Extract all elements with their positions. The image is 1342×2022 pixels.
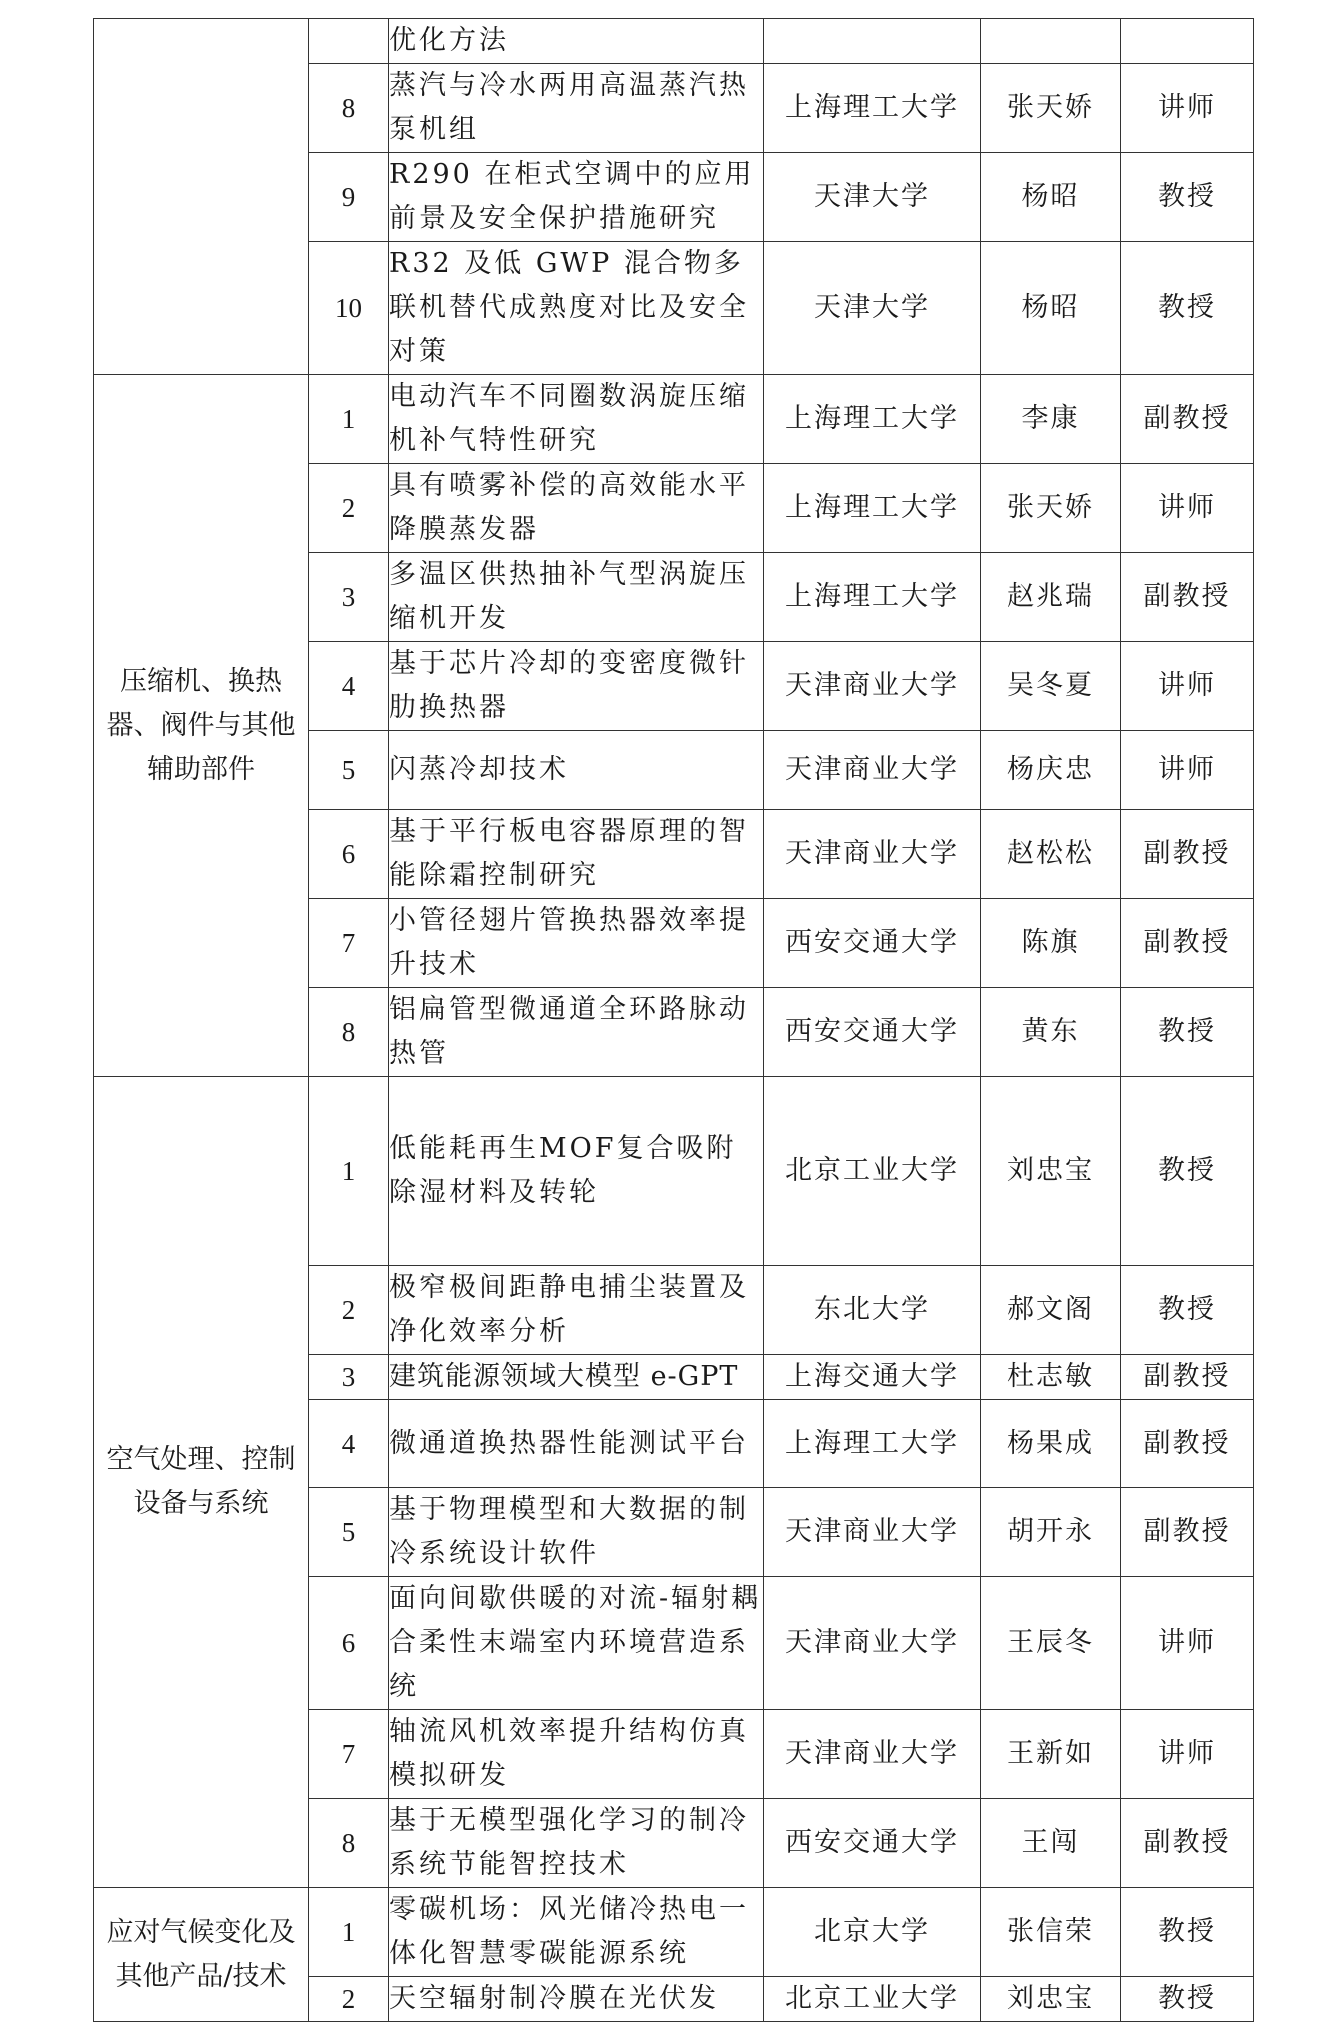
category-cell: 空气处理、控制设备与系统: [94, 1077, 309, 1888]
contact-person: 吴冬夏: [981, 642, 1121, 731]
institution: 天津商业大学: [764, 810, 981, 899]
academic-title: [1121, 19, 1254, 64]
row-number: 10: [309, 242, 389, 375]
institution: 天津商业大学: [764, 1577, 981, 1710]
project-name: 建筑能源领域大模型 e-GPT: [389, 1355, 764, 1400]
category-cell: 应对气候变化及其他产品/技术: [94, 1888, 309, 2022]
row-number: 1: [309, 1077, 389, 1266]
project-name: 小管径翅片管换热器效率提升技术: [389, 899, 764, 988]
academic-title: 教授: [1121, 153, 1254, 242]
academic-title: 副教授: [1121, 1799, 1254, 1888]
institution: 天津商业大学: [764, 731, 981, 810]
academic-title: 讲师: [1121, 1577, 1254, 1710]
row-number: 2: [309, 464, 389, 553]
contact-person: 张天娇: [981, 64, 1121, 153]
contact-person: 张天娇: [981, 464, 1121, 553]
contact-person: 胡开永: [981, 1488, 1121, 1577]
project-name: 电动汽车不同圈数涡旋压缩机补气特性研究: [389, 375, 764, 464]
project-name: R290 在柜式空调中的应用前景及安全保护措施研究: [389, 153, 764, 242]
project-name: 微通道换热器性能测试平台: [389, 1400, 764, 1488]
contact-person: 杨昭: [981, 242, 1121, 375]
contact-person: 杨果成: [981, 1400, 1121, 1488]
row-number: 3: [309, 1355, 389, 1400]
row-number: 5: [309, 731, 389, 810]
row-number: 8: [309, 64, 389, 153]
project-name: 基于芯片冷却的变密度微针肋换热器: [389, 642, 764, 731]
award-table: [93, 18, 1254, 2022]
row-number: 8: [309, 1799, 389, 1888]
table-row: [94, 375, 1254, 464]
row-number: 6: [309, 810, 389, 899]
contact-person: 王辰冬: [981, 1577, 1121, 1710]
institution: 西安交通大学: [764, 988, 981, 1077]
academic-title: 副教授: [1121, 1400, 1254, 1488]
institution: 东北大学: [764, 1266, 981, 1355]
contact-person: 刘忠宝: [981, 1077, 1121, 1266]
project-name: 轴流风机效率提升结构仿真模拟研发: [389, 1710, 764, 1799]
contact-person: 王闯: [981, 1799, 1121, 1888]
row-number: 8: [309, 988, 389, 1077]
institution: 天津商业大学: [764, 1488, 981, 1577]
project-name: 多温区供热抽补气型涡旋压缩机开发: [389, 553, 764, 642]
academic-title: 讲师: [1121, 464, 1254, 553]
project-name: 天空辐射制冷膜在光伏发: [389, 1977, 764, 2022]
row-number: 6: [309, 1577, 389, 1710]
contact-person: 王新如: [981, 1710, 1121, 1799]
project-name: 极窄极间距静电捕尘装置及净化效率分析: [389, 1266, 764, 1355]
project-name: 面向间歇供暖的对流-辐射耦合柔性末端室内环境营造系统: [389, 1577, 764, 1710]
category-cell: [94, 19, 309, 375]
institution: 上海理工大学: [764, 375, 981, 464]
academic-title: 教授: [1121, 1077, 1254, 1266]
contact-person: 杜志敏: [981, 1355, 1121, 1400]
institution: 上海理工大学: [764, 1400, 981, 1488]
institution: 天津大学: [764, 153, 981, 242]
project-name: 蒸汽与冷水两用高温蒸汽热泵机组: [389, 64, 764, 153]
project-name: 铝扁管型微通道全环路脉动热管: [389, 988, 764, 1077]
academic-title: 讲师: [1121, 64, 1254, 153]
contact-person: 杨庆忠: [981, 731, 1121, 810]
row-number: [309, 19, 389, 64]
row-number: 2: [309, 1266, 389, 1355]
academic-title: 讲师: [1121, 731, 1254, 810]
academic-title: 副教授: [1121, 810, 1254, 899]
row-number: 4: [309, 1400, 389, 1488]
project-name: 优化方法: [389, 19, 764, 64]
contact-person: 陈旗: [981, 899, 1121, 988]
project-name: 基于物理模型和大数据的制冷系统设计软件: [389, 1488, 764, 1577]
academic-title: 教授: [1121, 1977, 1254, 2022]
row-number: 4: [309, 642, 389, 731]
contact-person: 李康: [981, 375, 1121, 464]
institution: 北京大学: [764, 1888, 981, 1977]
contact-person: 杨昭: [981, 153, 1121, 242]
institution: 天津商业大学: [764, 1710, 981, 1799]
project-name: 基于平行板电容器原理的智能除霜控制研究: [389, 810, 764, 899]
academic-title: 教授: [1121, 242, 1254, 375]
row-number: 3: [309, 553, 389, 642]
academic-title: 副教授: [1121, 375, 1254, 464]
academic-title: 讲师: [1121, 1710, 1254, 1799]
institution: [764, 19, 981, 64]
contact-person: 张信荣: [981, 1888, 1121, 1977]
institution: 上海交通大学: [764, 1355, 981, 1400]
institution: 上海理工大学: [764, 553, 981, 642]
contact-person: 刘忠宝: [981, 1977, 1121, 2022]
row-number: 7: [309, 899, 389, 988]
row-number: 2: [309, 1977, 389, 2022]
row-number: 7: [309, 1710, 389, 1799]
row-number: 1: [309, 375, 389, 464]
academic-title: 教授: [1121, 1888, 1254, 1977]
contact-person: [981, 19, 1121, 64]
institution: 上海理工大学: [764, 64, 981, 153]
academic-title: 副教授: [1121, 899, 1254, 988]
project-name: 具有喷雾补偿的高效能水平降膜蒸发器: [389, 464, 764, 553]
academic-title: 副教授: [1121, 1488, 1254, 1577]
academic-title: 讲师: [1121, 642, 1254, 731]
contact-person: 赵兆瑞: [981, 553, 1121, 642]
project-name: 低能耗再生MOF复合吸附除湿材料及转轮: [389, 1077, 764, 1266]
project-name: 闪蒸冷却技术: [389, 731, 764, 810]
project-name: R32 及低 GWP 混合物多联机替代成熟度对比及安全对策: [389, 242, 764, 375]
institution: 北京工业大学: [764, 1077, 981, 1266]
project-name: 基于无模型强化学习的制冷系统节能智控技术: [389, 1799, 764, 1888]
institution: 上海理工大学: [764, 464, 981, 553]
academic-title: 教授: [1121, 988, 1254, 1077]
academic-title: 教授: [1121, 1266, 1254, 1355]
row-number: 9: [309, 153, 389, 242]
academic-title: 副教授: [1121, 1355, 1254, 1400]
institution: 天津大学: [764, 242, 981, 375]
institution: 天津商业大学: [764, 642, 981, 731]
row-number: 5: [309, 1488, 389, 1577]
academic-title: 副教授: [1121, 553, 1254, 642]
contact-person: 赵松松: [981, 810, 1121, 899]
table-row: [94, 19, 1254, 64]
category-cell: 压缩机、换热器、阀件与其他辅助部件: [94, 375, 309, 1077]
table-row: [94, 1077, 1254, 1266]
row-number: 1: [309, 1888, 389, 1977]
contact-person: 郝文阁: [981, 1266, 1121, 1355]
institution: 西安交通大学: [764, 899, 981, 988]
institution: 北京工业大学: [764, 1977, 981, 2022]
project-name: 零碳机场：风光储冷热电一体化智慧零碳能源系统: [389, 1888, 764, 1977]
institution: 西安交通大学: [764, 1799, 981, 1888]
contact-person: 黄东: [981, 988, 1121, 1077]
table-row: [94, 1888, 1254, 1977]
